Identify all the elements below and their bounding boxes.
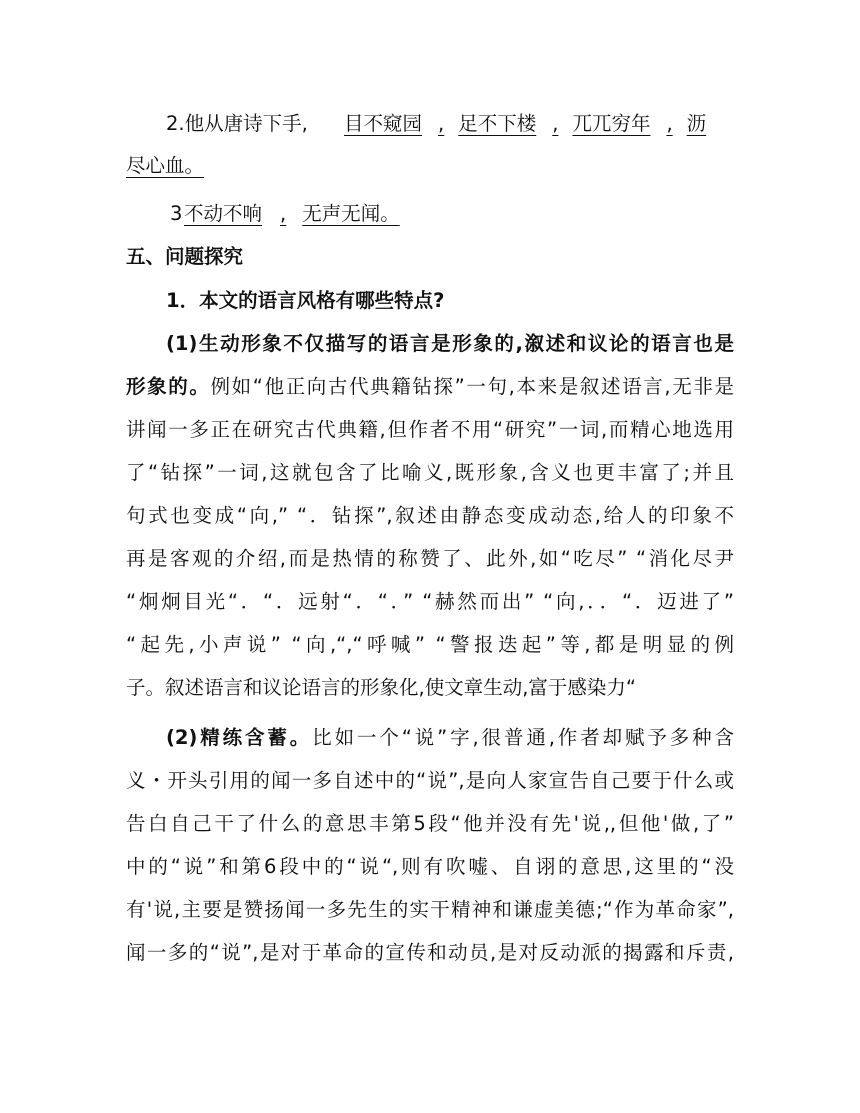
point-1-text-3: 了“钻探”一词,这就包含了比喻义,既形象,含义也更丰富了;并且 xyxy=(126,461,734,484)
answer-3-line xyxy=(0,194,860,234)
point-1-line-2 xyxy=(0,367,860,407)
answer-3-underlined xyxy=(184,194,400,234)
answer-2-line2 xyxy=(0,146,860,186)
point-2-text-3: 中的“说”和第6段中的“说“,则有吹嘘、自诩的意思,这里的“没 xyxy=(126,855,734,878)
point-1-line-1 xyxy=(0,324,860,364)
answer-2-underlined xyxy=(344,104,734,144)
point-1-text-2: 讲闻一多正在研究古代典籍,但作者不用“研究”一词,而精心地选用 xyxy=(126,418,734,441)
point-2-text-1: 义・开头引用的闻一多自述中的“说”,是向人家宣告自己要于什么或 xyxy=(126,769,734,792)
question-text: 1．本文的语言风格有哪些特点? xyxy=(166,289,445,312)
question-line xyxy=(0,281,860,321)
point-1-lead-cont: 溆述和议论的语言也是 xyxy=(522,332,734,355)
answer-3-phrase-2: 无声无闻。 xyxy=(302,202,400,225)
answer-2-continuation: 尽心血。 xyxy=(126,154,205,177)
answer-2-prefix: 2.他从唐诗下手, xyxy=(166,112,308,135)
section-heading-line xyxy=(0,237,860,277)
point-1-text-6: “炯炯目光“．“．远射“．“．” “赫然而出” “向,．．“．迈进了” xyxy=(126,590,734,613)
point-1-heading xyxy=(166,324,734,364)
answer-2-phrase-4: 沥 xyxy=(686,112,707,135)
answer-3-sep: , xyxy=(280,202,287,225)
answer-2-phrase-1: 目不窥园 xyxy=(344,112,423,135)
point-1-text-1: 例如“他正向古代典籍钻探”一句,本来是叙述语言,无非是 xyxy=(210,375,734,398)
answer-3-phrase-1: 不动不响 xyxy=(184,202,263,225)
point-2-line-1 xyxy=(0,718,860,758)
point-1-text-4: 句式也变成“向,” “．钻探”,叙述由静态变成动态,给人的印象不 xyxy=(126,504,734,527)
answer-2-phrase-2: 足不下楼 xyxy=(458,112,537,135)
section-heading: 五、问题探究 xyxy=(126,245,244,268)
point-1-lead-end: 形象的。 xyxy=(126,375,211,398)
answer-2-sep-1: , xyxy=(438,112,445,135)
point-1-text-8: 子。叙述语言和议论语言的形象化,使文章生动,富于感染力“ xyxy=(126,676,636,699)
point-2-text-5: 闻一多的“说”,是对于革命的宣传和动员,是对反动派的揭露和斥责, xyxy=(126,941,734,964)
point-1-text-5: 再是客观的介绍,而是热情的称赞了、此外,如“吃尽” “消化尽尹 xyxy=(126,547,734,570)
point-1-text-7: “起先,小声说” “向,“,“呼喊” “警报迭起”等,都是明显的例 xyxy=(126,633,734,656)
answer-3-prefix: 3 xyxy=(170,202,183,225)
point-2-text-4: 有'说,主要是赞扬闻一多先生的实干精神和谦虚美德;“作为革命家”, xyxy=(126,898,734,921)
point-2-text-2: 告白自己干了什么的意思丰第5段“他并没有先'说,,但他'做,了” xyxy=(126,812,734,835)
point-2-text-0: 比如一个“说”字,很普通,作者却赋予多种含 xyxy=(312,726,734,749)
point-1-lead: (1)生动形象不仅描写的语言是形象的, xyxy=(166,332,523,355)
answer-2-sep-2: , xyxy=(552,112,559,135)
answer-2-sep-3: , xyxy=(666,112,673,135)
answer-2-phrase-3: 兀兀穷年 xyxy=(572,112,651,135)
point-2-lead: (2)精练含蓄。 xyxy=(166,726,313,749)
answer-2-line1 xyxy=(0,104,860,144)
